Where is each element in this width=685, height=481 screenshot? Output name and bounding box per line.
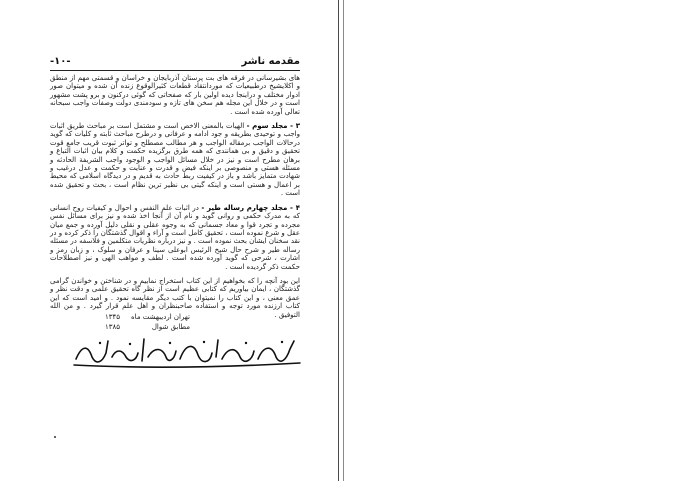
closing-dates [60,313,300,333]
month-line: مطابق شوال [151,323,190,331]
paragraph-2-label: ۳ - مجلد سوم - [246,122,300,131]
gutter-line-left [338,0,339,481]
year-1: ۱۳۴۵ [104,313,120,321]
paragraph-3-label: ۴ - مجلد چهارم رساله طیر - [201,203,300,212]
year-2: ۱۳۸۵ [104,323,120,331]
right-page-blank [344,0,685,481]
paragraph-1: های بشیرسانی در فرقه های بت پرستان آذربایجان و خراسان و قسمتی مهم از منطق و اکلایشیخ درطبیعیات که موردانتقاد قطعات کثیرالوقوع زنده آن شده و میتوان صور ادوار مختلف و دراینجا دیده اولین بار که صفحاتی که گوئی درکنون و برو پشت مشهور است و در خلال این مجله هم سخن های تازه و سودمندی دولت وصفات واجب سبحانه تعالی آورده شده است . [50,74,300,116]
paragraph-4: این بود آنچه را که بخواهیم از این کتاب استخراج نماییم و در شناختن و خواندن گرامی گذشتگان ، ایمان بیاوریم که کتابی عظیم است از نظر گاه تحقیق علمی و دقت نظر و عمق معنی ، و این کتاب را نمیتوان با کتب دیگر مقایسه نمود . و امید است که این کتاب ارزنده مورد توجه و استفاده صاحبنظران و اهل علم قرار گیرد . و من الله التوفیق . [50,276,300,319]
running-header [50,56,300,70]
left-page [0,0,338,481]
page-number: -۱۰- [50,56,71,67]
paragraph-3: ۴ - مجلد چهارم رساله طیر - در اثبات علم النفس و احوال و کیفیات روح انسانی که به مدرک حکمی و روانی گوید و نام آن از آنجا اخذ شده و نیز برای مسائل نفس مجرده و تجرد قوا و معاد جسمانی که به وجوه عقلی و نقلی دلیل آورده و جمع میان عقل و شرع نموده است ، تحقیق کامل است و آراء و اقوال گذشتگان را ذکر کرده و در نقد سخنان ایشان بحث نموده است . و نیز درباره نظریات متکلمین و فلاسفه در مسئله رساله طیر و شرح حال شیخ الرئیس ابوعلی سینا و عرفان و سلوک ، و زبان رمز و اشارت ، شرحی که گوید آورده شده است . لطف و مواهب الهی و نیز اصطلاحات حکمت ذکر گردیده است . [50,203,300,271]
paragraph-2: ۳ - مجلد سوم - الهیات بالمعنی الاخص است و مشتمل است بر مباحث طریق اثبات واجب و توحیدی بطریقه و جود ادامه و عرفانی و درطرح مباحث ثابته و کلیات که گوید درحالات الواجب برمقاله الواجب و هر مطالب مصطلح و تواتر ثبوت قریب جامع قوت تحقیق و دقیق و بی همانندی که همه طرق برگزیده حکمت و کلام بیان اثبات التباع و برهان مطرح است و نیز در خلال مسائل الواجب و الوجود واجب الشریفة الحادثه و مسئله هستی و منصوصی بر اینکه فیض و قدرت و عنایت و حکمت و عدل درغیب و شهادت متمایز باشد و باز در کیفیت ربط حادث به قدیم و در دیدگاه اسلامی که محیط بر اعمال و هستی است و اینکه گیتی بی نظیر ترین نظام است ، بحث و تحقیق شده است . [50,122,300,198]
body-text [50,74,300,325]
header-rule [50,70,300,71]
signature [72,335,304,369]
header-title: مقدمه ناشر [241,56,300,67]
page-speck [54,436,56,438]
place-line: تهران اردیبهشت ماه [131,313,190,321]
